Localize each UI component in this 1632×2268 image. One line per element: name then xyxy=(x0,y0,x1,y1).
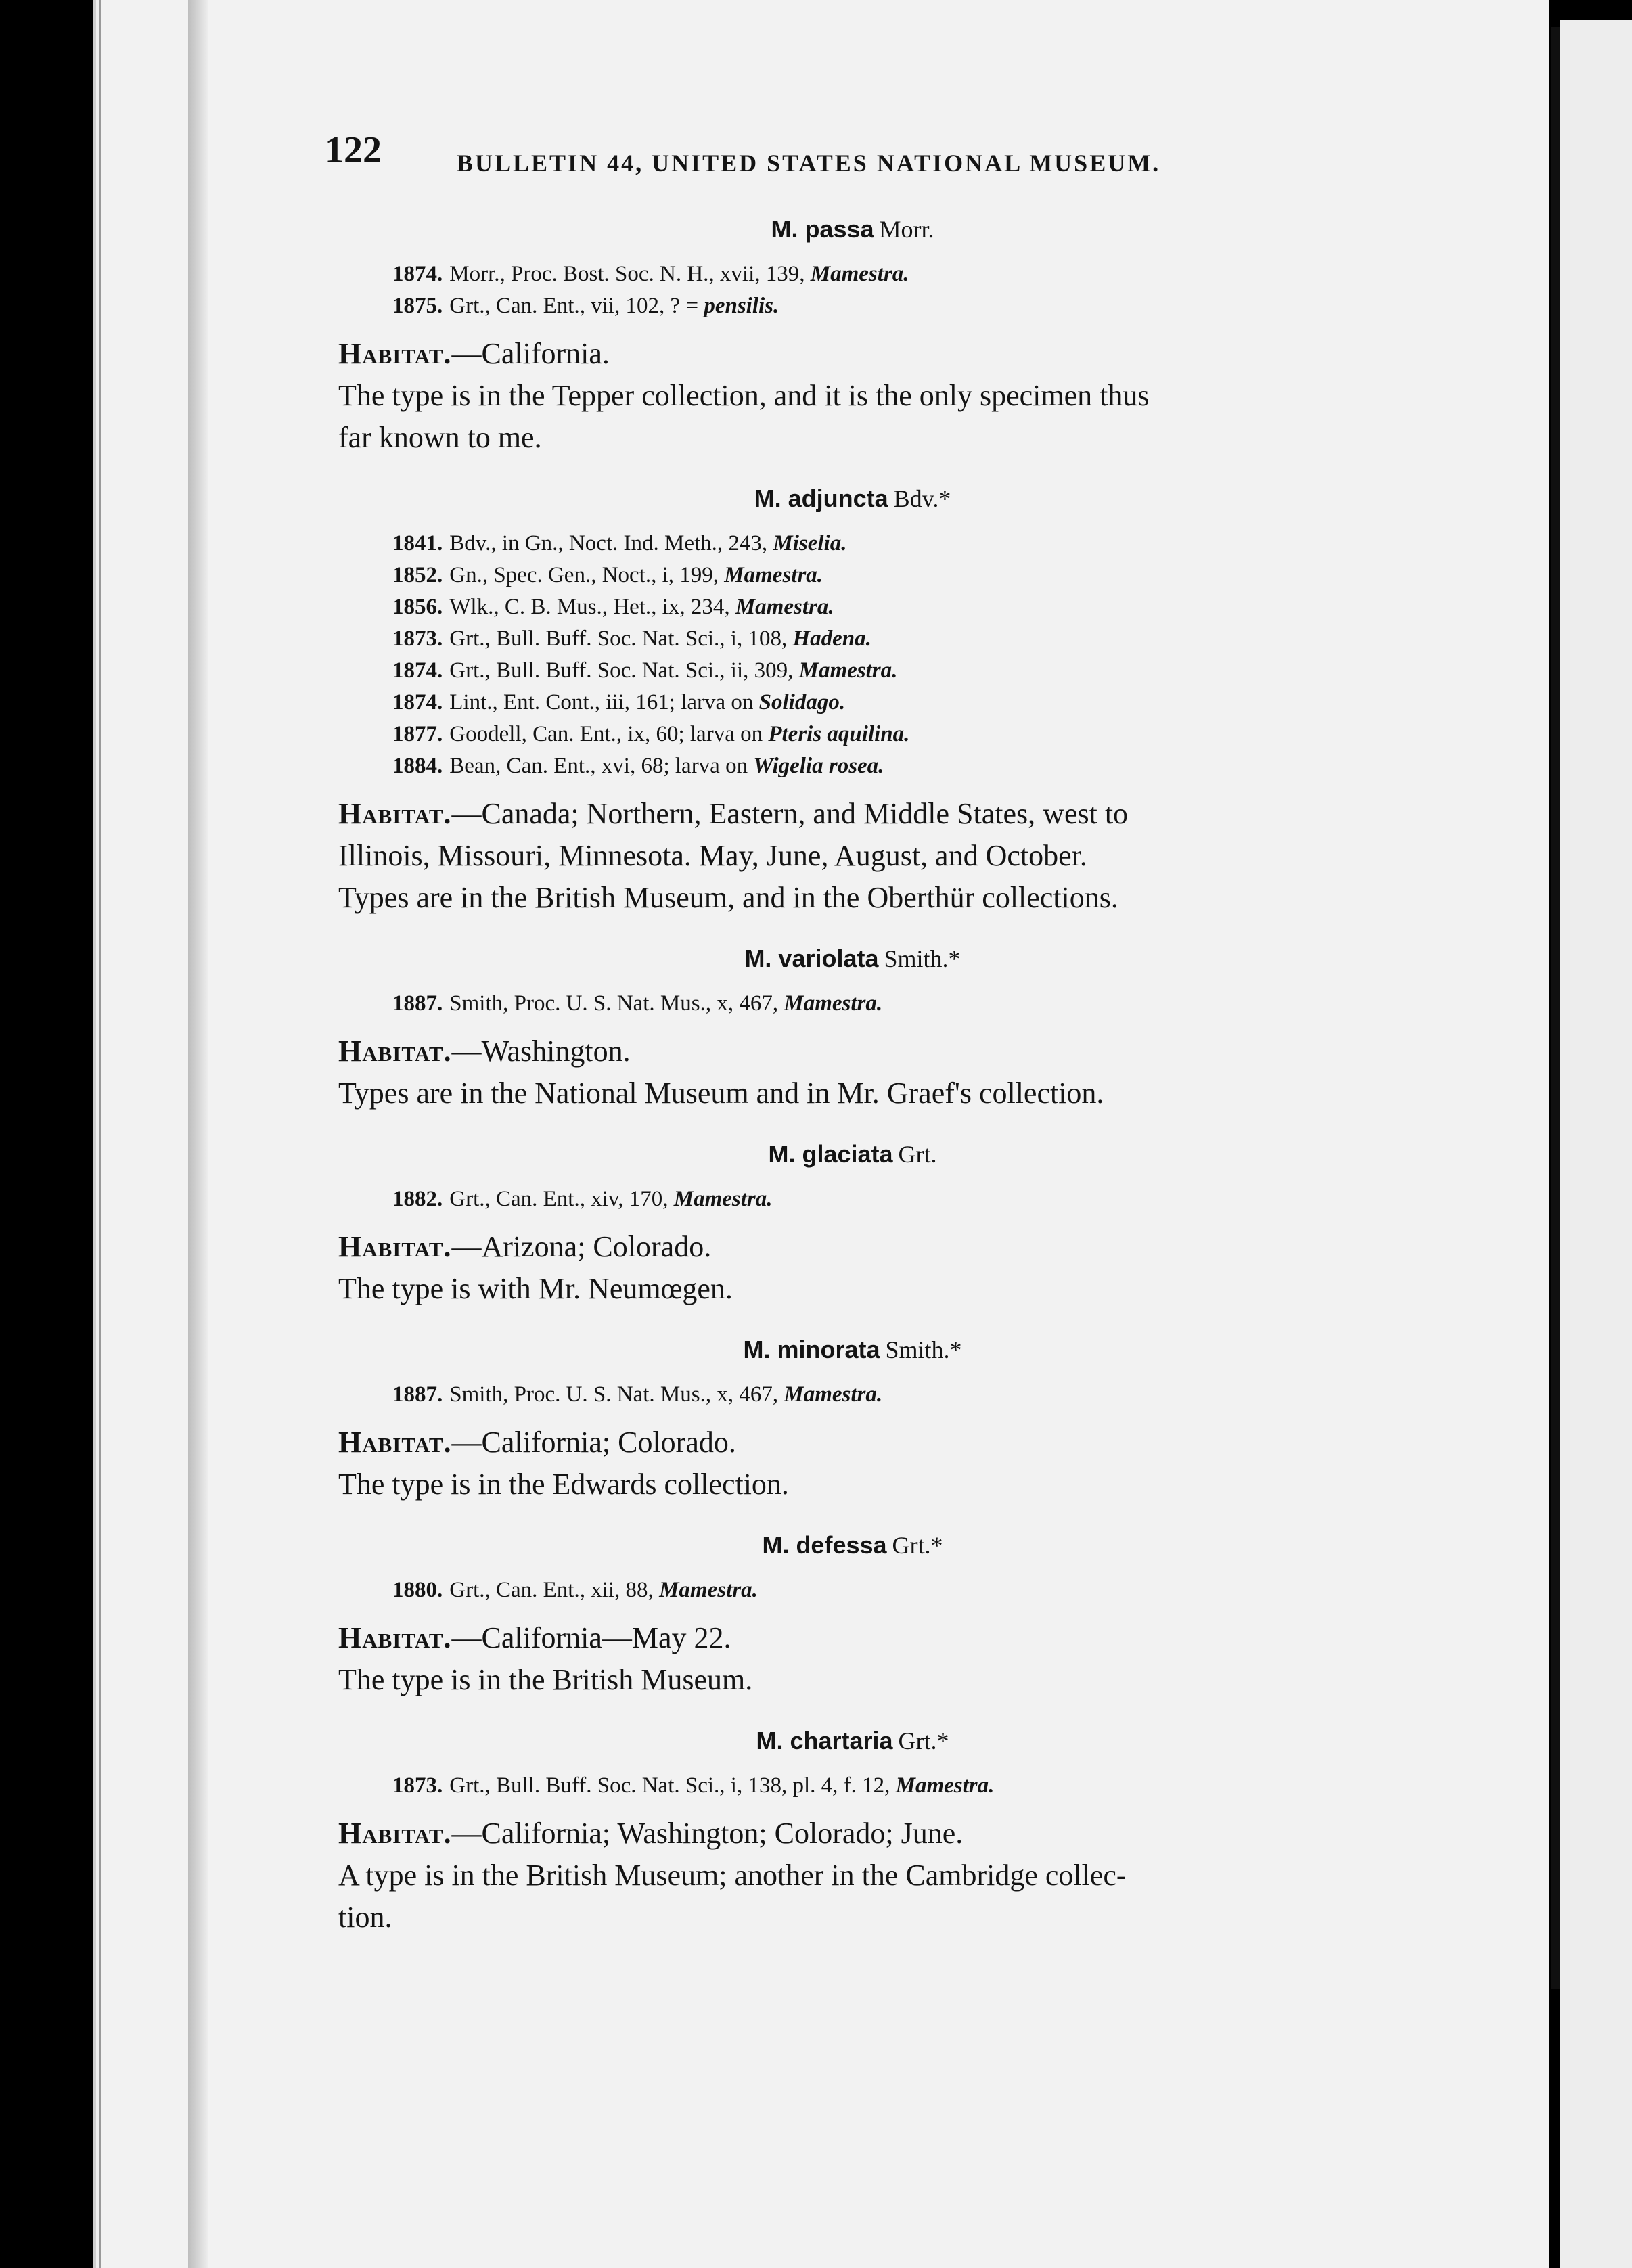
habitat-line xyxy=(318,1813,1387,1855)
citation-line xyxy=(318,750,1387,782)
citation-text: Grt., Can. Ent., vii, 102, ? = xyxy=(449,294,699,318)
citation-text: Grt., Bull. Buff. Soc. Nat. Sci., i, 108, xyxy=(449,627,788,651)
species-entry xyxy=(318,1531,1387,1701)
species-entry xyxy=(318,945,1387,1114)
habitat-line xyxy=(318,1617,1387,1659)
species-heading xyxy=(318,1336,1387,1364)
species-name: M. variolata xyxy=(744,945,879,972)
species-entry xyxy=(318,1336,1387,1505)
citation-line xyxy=(318,1183,1387,1215)
citation-genus: Mamestra. xyxy=(673,1187,773,1211)
page-number: 122 xyxy=(325,129,382,171)
species-list xyxy=(318,215,1387,1938)
citation-text: Wlk., C. B. Mus., Het., ix, 234, xyxy=(449,595,730,619)
species-author: Grt.* xyxy=(898,1727,949,1754)
page-header xyxy=(318,122,1387,189)
species-entry xyxy=(318,1140,1387,1310)
species-name: M. defessa xyxy=(762,1531,887,1559)
citation-year: 1873. xyxy=(392,627,443,651)
habitat-line xyxy=(318,1422,1387,1464)
species-entry xyxy=(318,1727,1387,1938)
habitat-label: Habitat. xyxy=(338,1426,452,1459)
species-name: M. minorata xyxy=(743,1336,880,1363)
type-note: The type is in the Edwards collection. xyxy=(338,1468,789,1501)
citation-line xyxy=(318,258,1387,290)
citation-year: 1884. xyxy=(392,754,443,778)
species-heading xyxy=(318,215,1387,244)
citation-line xyxy=(318,655,1387,687)
habitat-text: —Arizona; Colorado. xyxy=(451,1230,712,1263)
species-heading xyxy=(318,1140,1387,1169)
citation-line xyxy=(318,1574,1387,1606)
citation-year: 1874. xyxy=(392,690,443,715)
habitat-text: —California. xyxy=(451,337,610,370)
type-note: The type is in the British Museum. xyxy=(338,1663,753,1696)
citation-genus: Mamestra. xyxy=(895,1773,995,1798)
citation-line xyxy=(318,719,1387,750)
habitat-line xyxy=(318,1030,1387,1072)
citation-year: 1874. xyxy=(392,262,443,286)
running-title: BULLETIN 44, UNITED STATES NATIONAL MUSEUM. xyxy=(457,150,1161,177)
citation-line xyxy=(318,591,1387,623)
citation-line xyxy=(318,687,1387,719)
citation-text: Grt., Bull. Buff. Soc. Nat. Sci., ii, 309, xyxy=(449,658,794,683)
citation-genus: Mamestra. xyxy=(810,262,909,286)
habitat-text: —Washington. xyxy=(451,1035,631,1068)
habitat-line xyxy=(318,333,1387,375)
citation-text: Lint., Ent. Cont., iii, 161; larva on xyxy=(449,690,754,715)
habitat-label: Habitat. xyxy=(338,797,452,830)
habitat-text: —California; Colorado. xyxy=(451,1426,736,1459)
species-author: Smith.* xyxy=(884,945,961,972)
type-note: Types are in the British Museum, and in the Oberthür collections. xyxy=(338,881,1118,914)
type-note: tion. xyxy=(338,1901,392,1934)
citation-text: Grt., Can. Ent., xii, 88, xyxy=(449,1578,654,1602)
species-author: Grt.* xyxy=(892,1532,943,1559)
habitat-label: Habitat. xyxy=(338,1621,452,1654)
citation-text: Bean, Can. Ent., xvi, 68; larva on xyxy=(449,754,748,778)
habitat-line xyxy=(318,793,1387,835)
species-author: Grt. xyxy=(898,1141,937,1168)
type-note: The type is in the Tepper collection, and it is the only specimen thus xyxy=(338,379,1150,412)
citation-line xyxy=(318,560,1387,591)
habitat-label: Habitat. xyxy=(338,1230,452,1263)
citation-text: Smith, Proc. U. S. Nat. Mus., x, 467, xyxy=(449,991,779,1016)
type-note: Illinois, Missouri, Minnesota. May, June, August, and October. xyxy=(338,839,1087,872)
type-note: A type is in the British Museum; another in the Cambridge collec- xyxy=(338,1859,1127,1892)
habitat-label: Habitat. xyxy=(338,337,452,370)
citation-line xyxy=(318,623,1387,655)
species-heading xyxy=(318,484,1387,513)
citation-line xyxy=(318,290,1387,322)
type-note: The type is with Mr. Neumœgen. xyxy=(338,1272,733,1305)
habitat-label: Habitat. xyxy=(338,1817,452,1850)
facing-page-edge xyxy=(1560,20,1632,2268)
citation-genus: Mamestra. xyxy=(798,658,898,683)
citation-genus: Mamestra. xyxy=(659,1578,758,1602)
citation-genus: Miselia. xyxy=(773,531,847,555)
citation-line xyxy=(318,988,1387,1020)
species-author: Bdv.* xyxy=(893,485,951,512)
page-gutter xyxy=(188,0,208,2268)
citation-genus: Mamestra. xyxy=(784,1382,883,1407)
citation-text: Goodell, Can. Ent., ix, 60; larva on xyxy=(449,722,763,746)
species-author: Morr. xyxy=(879,216,934,243)
habitat-text: —Canada; Northern, Eastern, and Middle States, west to xyxy=(451,797,1129,830)
citation-text: Bdv., in Gn., Noct. Ind. Meth., 243, xyxy=(449,531,768,555)
citation-year: 1856. xyxy=(392,595,443,619)
citation-year: 1875. xyxy=(392,294,443,318)
species-heading xyxy=(318,945,1387,973)
citation-line xyxy=(318,528,1387,560)
species-name: M. glaciata xyxy=(768,1140,893,1168)
page-content xyxy=(318,122,1387,1938)
type-note: far known to me. xyxy=(338,421,542,454)
species-name: M. passa xyxy=(771,215,874,243)
species-entry xyxy=(318,215,1387,459)
citation-genus: Mamestra. xyxy=(735,595,834,619)
citation-text: Grt., Bull. Buff. Soc. Nat. Sci., i, 138, pl. 4, f. 12, xyxy=(449,1773,890,1798)
citation-year: 1882. xyxy=(392,1187,443,1211)
citation-line xyxy=(318,1379,1387,1411)
citation-text: Gn., Spec. Gen., Noct., i, 199, xyxy=(449,563,719,587)
species-author: Smith.* xyxy=(885,1336,962,1363)
habitat-text: —California—May 22. xyxy=(451,1621,731,1654)
citation-year: 1887. xyxy=(392,991,443,1016)
species-name: M. adjuncta xyxy=(754,484,888,512)
citation-genus: Hadena. xyxy=(792,627,871,651)
species-heading xyxy=(318,1531,1387,1560)
citation-line xyxy=(318,1770,1387,1802)
habitat-text: —California; Washington; Colorado; June. xyxy=(451,1817,964,1850)
citation-year: 1841. xyxy=(392,531,443,555)
citation-genus: Solidago. xyxy=(758,690,846,715)
citation-text: Grt., Can. Ent., xiv, 170, xyxy=(449,1187,668,1211)
citation-year: 1852. xyxy=(392,563,443,587)
citation-year: 1874. xyxy=(392,658,443,683)
type-note: Types are in the National Museum and in Mr. Graef's collection. xyxy=(338,1076,1104,1110)
habitat-line xyxy=(318,1226,1387,1268)
citation-year: 1873. xyxy=(392,1773,443,1798)
citation-text: Smith, Proc. U. S. Nat. Mus., x, 467, xyxy=(449,1382,779,1407)
species-entry xyxy=(318,484,1387,919)
species-heading xyxy=(318,1727,1387,1755)
citation-year: 1887. xyxy=(392,1382,443,1407)
citation-genus: Mamestra. xyxy=(724,563,823,587)
habitat-label: Habitat. xyxy=(338,1035,452,1068)
citation-text: Morr., Proc. Bost. Soc. N. H., xvii, 139, xyxy=(449,262,805,286)
citation-year: 1877. xyxy=(392,722,443,746)
binding-edge xyxy=(1551,27,1560,1989)
citation-genus: pensilis. xyxy=(704,294,779,318)
citation-genus: Pteris aquilina. xyxy=(768,722,910,746)
citation-genus: Wigelia rosea. xyxy=(753,754,884,778)
citation-year: 1880. xyxy=(392,1578,443,1602)
species-name: M. chartaria xyxy=(756,1727,893,1754)
citation-genus: Mamestra. xyxy=(784,991,883,1016)
